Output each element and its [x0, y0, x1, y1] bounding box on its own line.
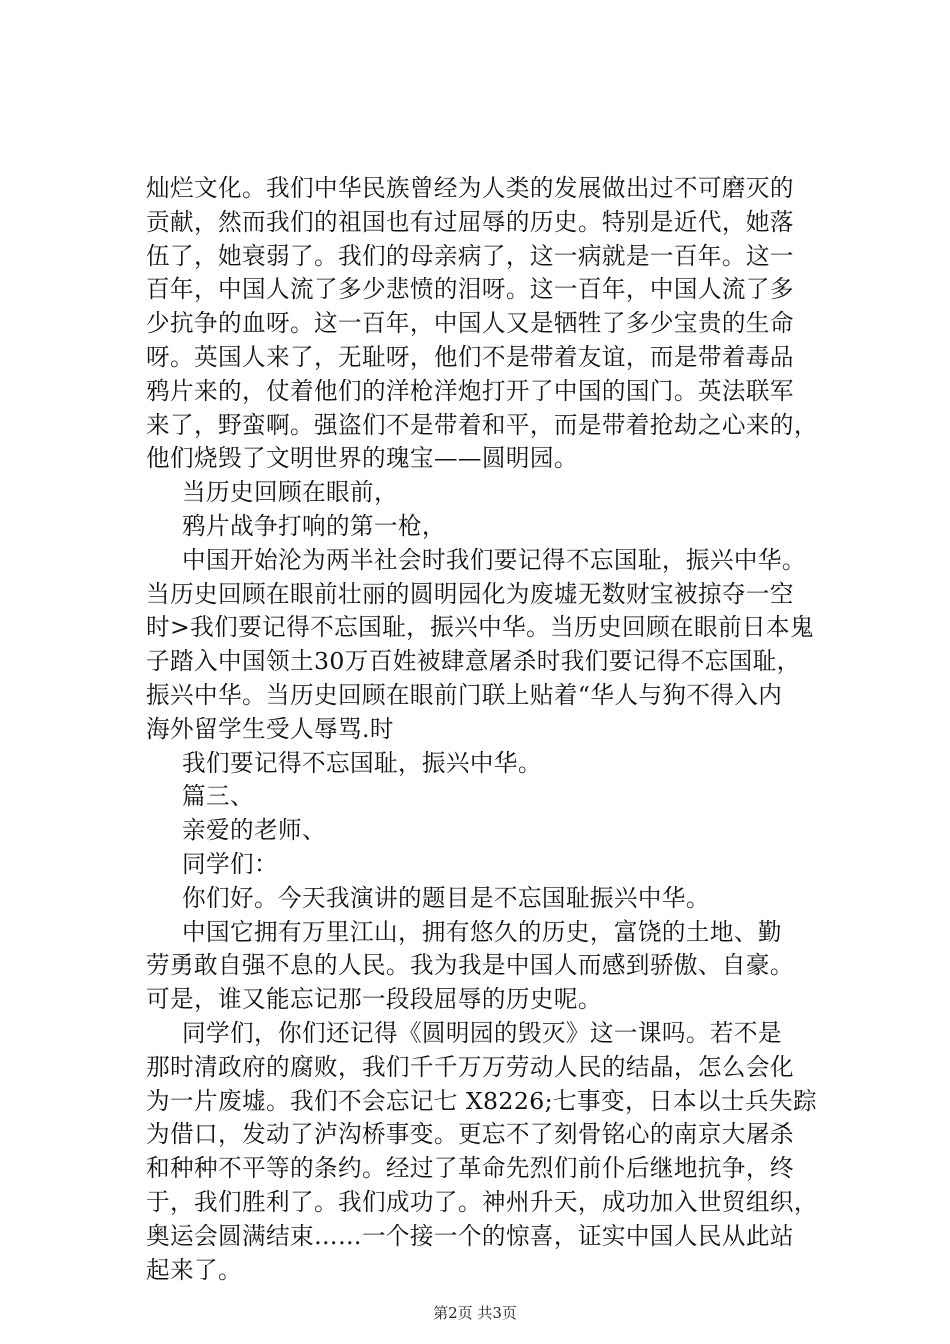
text-line: 来了，野蛮啊。强盗们不是带着和平，而是带着抢劫之心来的， — [146, 410, 818, 439]
text-line: 时>我们要记得不忘国耻，振兴中华。当历史回顾在眼前日本鬼 — [146, 613, 814, 642]
text-line: 亲爱的老师、 — [182, 816, 326, 845]
text-line: 那时清政府的腐败，我们千千万万劳动人民的结晶，怎么会化 — [146, 1052, 794, 1081]
text-line: 当历史回顾在眼前， — [182, 478, 398, 507]
text-line: 为借口，发动了泸沟桥事变。更忘不了刻骨铭心的南京大屠杀 — [146, 1120, 794, 1149]
text-line: 少抗争的血呀。这一百年，中国人又是牺牲了多少宝贵的生命 — [146, 309, 794, 338]
text-line: 于，我们胜利了。我们成功了。神州升天，成功加入世贸组织， — [146, 1187, 818, 1216]
text-line: 当历史回顾在眼前壮丽的圆明园化为废墟无数财宝被掠夺一空 — [146, 579, 794, 608]
text-line: 海外留学生受人辱骂.时 — [146, 714, 394, 743]
text-line: 他们烧毁了文明世界的瑰宝——圆明园。 — [146, 444, 578, 473]
text-line: 灿烂文化。我们中华民族曾经为人类的发展做出过不可磨灭的 — [146, 174, 794, 202]
text-line: 和种种不平等的条约。经过了革命先烈们前仆后继地抗争，终 — [146, 1154, 794, 1183]
text-line: 振兴中华。当历史回顾在眼前门联上贴着“华人与狗不得入内 — [146, 680, 783, 709]
text-line: 同学们，你们还记得《圆明园的毁灭》这一课吗。若不是 — [182, 1018, 782, 1047]
text-line: 为一片废墟。我们不会忘记七 X8226;七事变，日本以士兵失踪 — [146, 1086, 817, 1115]
text-line: 子踏入中国领土30万百姓被肆意屠杀时我们要记得不忘国耻， — [146, 647, 801, 676]
text-line: 中国它拥有万里江山，拥有悠久的历史，富饶的土地、勤 — [182, 917, 782, 946]
text-line: 可是，谁又能忘记那一段段屈辱的历史呢。 — [146, 985, 602, 1014]
text-line: 同学们： — [182, 849, 278, 878]
text-line: 贡献，然而我们的祖国也有过屈辱的历史。特别是近代，她落 — [146, 207, 794, 236]
text-line: 奥运会圆满结束……一个接一个的惊喜，证实中国人民从此站 — [146, 1221, 794, 1250]
text-line: 鸦片战争打响的第一枪， — [182, 511, 446, 540]
text-line: 中国开始沦为两半社会时我们要记得不忘国耻，振兴中华。 — [182, 545, 806, 574]
text-line: 我们要记得不忘国耻，振兴中华。 — [182, 748, 542, 777]
text-line: 起来了。 — [146, 1255, 242, 1284]
page-footer: 第2页 共3页 — [433, 1304, 517, 1322]
text-line: 鸦片来的，仗着他们的洋枪洋炮打开了中国的国门。英法联军 — [146, 376, 794, 405]
text-line: 百年，中国人流了多少悲愤的泪呀。这一百年，中国人流了多 — [146, 275, 794, 304]
text-line: 劳勇敢自强不息的人民。我为我是中国人而感到骄傲、自豪。 — [146, 951, 794, 980]
document-body — [146, 172, 846, 1287]
text-line: 篇三、 — [182, 782, 254, 811]
text-line: 呀。英国人来了，无耻呀，他们不是带着友谊，而是带着毒品 — [146, 342, 794, 371]
text-line: 你们好。今天我演讲的题目是不忘国耻振兴中华。 — [182, 883, 710, 912]
text-line: 伍了，她衰弱了。我们的母亲病了，这一病就是一百年。这一 — [146, 241, 794, 270]
